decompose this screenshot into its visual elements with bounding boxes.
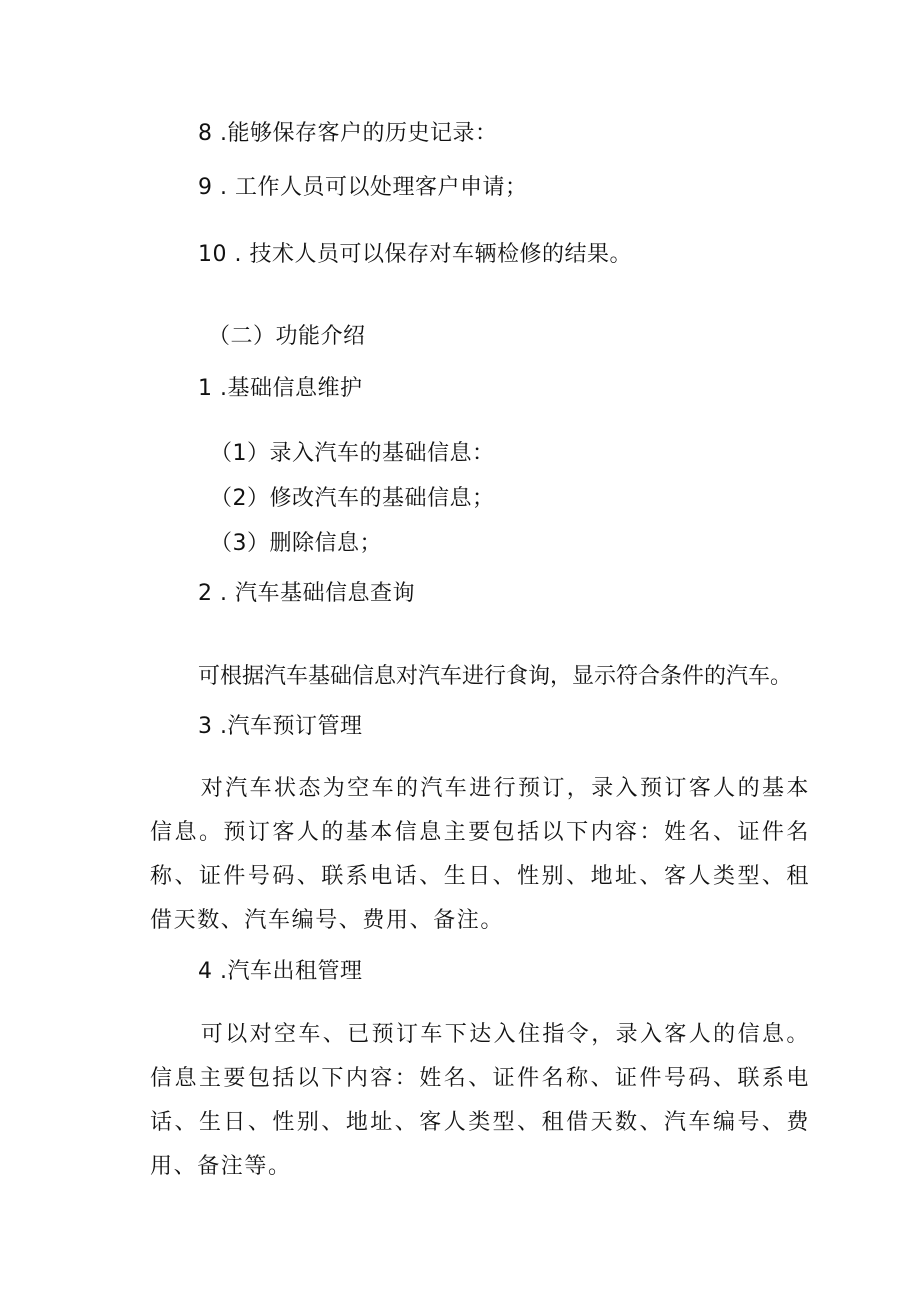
paragraph-query: 可根据汽车基础信息对汽车进行食询，显示符合条件的汽车。 bbox=[198, 664, 793, 689]
sub-item-2: （2）修改汽车的基础信息； bbox=[210, 486, 495, 511]
paragraph-reservation bbox=[150, 767, 810, 943]
list-item-8: 8 .能够保存客户的历史记录： bbox=[198, 121, 498, 146]
list-item-10: 10 . 技术人员可以保存对车辆检修的结果。 bbox=[198, 242, 632, 267]
subsection-title-4: 4 .汽车出租管理 bbox=[198, 959, 363, 984]
sub-item-3: （3）删除信息； bbox=[210, 531, 382, 556]
list-item-9: 9 . 工作人员可以处理客户申请； bbox=[198, 175, 528, 200]
sub-item-1: （1）录入汽车的基础信息： bbox=[210, 441, 495, 466]
paragraph-rental bbox=[150, 1013, 810, 1189]
paragraph-rental-text: 可以对空车、已预订车下达入住指令，录入客人的信息。信息主要包括以下内容：姓名、证件名称、证件号码、联系电话、生日、性别、地址、客人类型、租借天数、汽车编号、费用、备注等。 bbox=[150, 1022, 810, 1179]
section-heading: （二）功能介绍 bbox=[208, 324, 366, 349]
subsection-title-2: 2 . 汽车基础信息查询 bbox=[198, 581, 415, 606]
subsection-title-1: 1 .基础信息维护 bbox=[198, 376, 363, 401]
paragraph-reservation-text: 对汽车状态为空车的汽车进行预订，录入预订客人的基本信息。预订客人的基本信息主要包括以下内容：姓名、证件名称、证件号码、联系电话、生日、性别、地址、客人类型、租借天数、汽车编号、费用、备注。 bbox=[150, 776, 810, 933]
subsection-title-3: 3 .汽车预订管理 bbox=[198, 714, 363, 739]
